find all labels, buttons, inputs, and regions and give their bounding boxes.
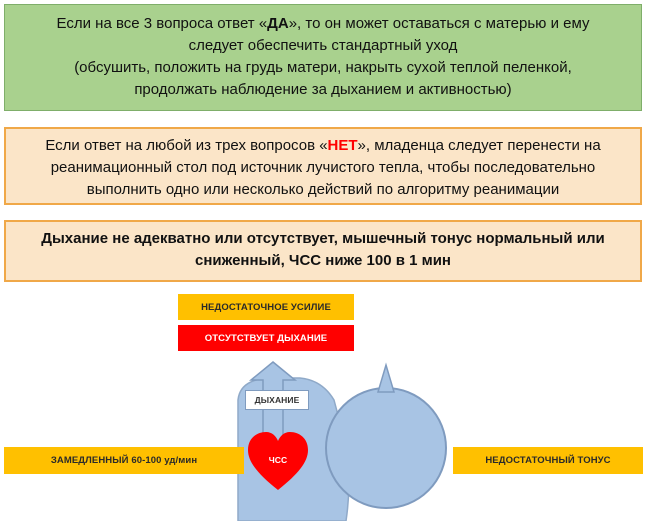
yes-line-1-start: Если на все 3 вопроса ответ « [56, 15, 268, 32]
condition-line-2: сниженный, ЧСС ниже 100 в 1 мин [195, 252, 451, 269]
baby-hair-tuft [378, 365, 394, 392]
no-line-2: реанимационный стол под источник лучистого тепла, чтобы последовательно [50, 159, 596, 176]
baby-head [326, 388, 446, 508]
yes-line-1-end: », то он может оставаться с матерью и ему [288, 15, 590, 32]
yes-highlight: ДА [267, 15, 289, 32]
heart-rate-label: ЧСС [268, 455, 288, 465]
slow-heart-rate-label: ЗАМЕДЛЕННЫЙ 60-100 уд/мин [4, 447, 244, 474]
yes-line-4: продолжать наблюдение за дыханием и активностью) [134, 81, 512, 98]
no-line-1-end: », младенца следует перенести на [357, 137, 601, 154]
low-tone-label: НЕДОСТАТОЧНЫЙ ТОНУС [453, 447, 643, 474]
no-breathing-label: ОТСУТСТВУЕТ ДЫХАНИЕ [178, 325, 354, 351]
yes-line-3: (обсушить, положить на грудь матери, накрыть сухой теплой пеленкой, [74, 59, 572, 76]
no-highlight: НЕТ [327, 137, 358, 154]
breathing-label: ДЫХАНИЕ [245, 390, 309, 410]
weak-effort-label: НЕДОСТАТОЧНОЕ УСИЛИЕ [178, 294, 354, 320]
no-line-3: выполнить одно или несколько действий по алгоритму реанимации [86, 181, 560, 198]
condition-line-1: Дыхание не адекватно или отсутствует, мышечный тонус нормальный или [41, 230, 605, 247]
no-line-1-start: Если ответ на любой из трех вопросов « [45, 137, 328, 154]
yes-line-2: следует обеспечить стандартный уход [188, 37, 458, 54]
